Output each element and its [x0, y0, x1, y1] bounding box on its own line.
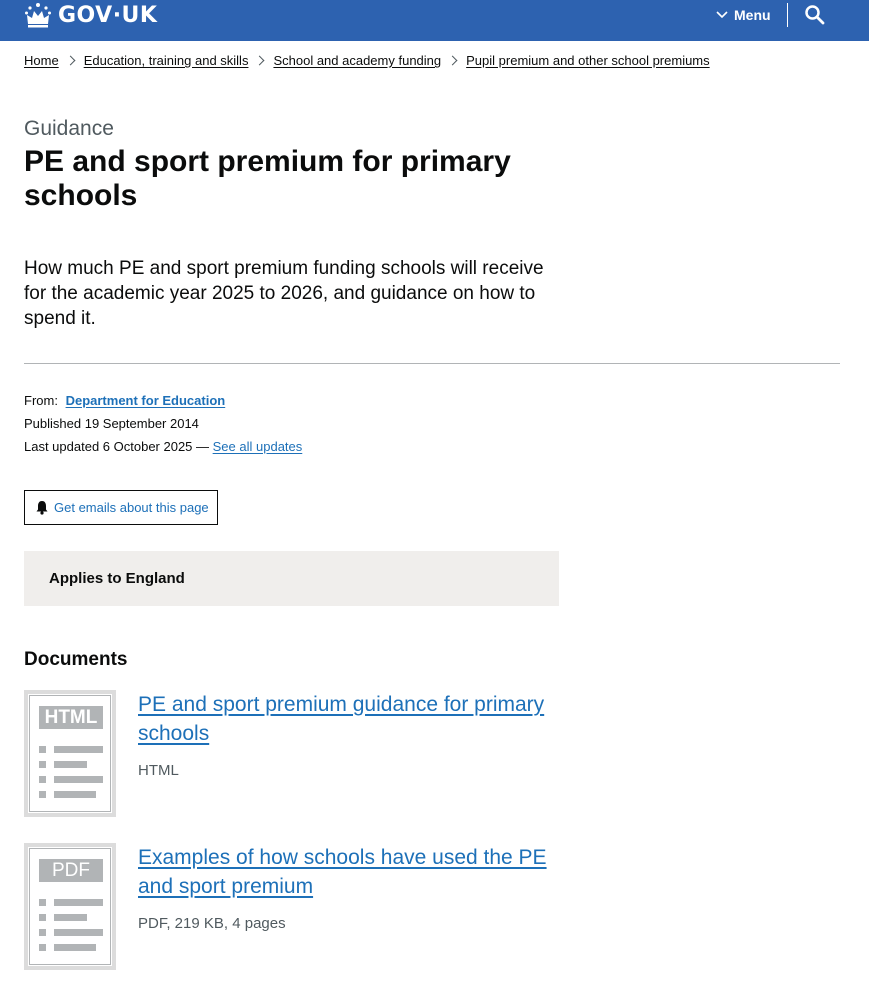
list-bullet [39, 899, 46, 906]
html-badge: HTML [39, 706, 103, 729]
page-caption: Guidance [24, 117, 114, 140]
breadcrumb [24, 53, 710, 68]
list-line [54, 746, 103, 753]
list-line [54, 944, 96, 951]
menu-button-label: Menu [734, 7, 771, 23]
page-title: PE and sport premium for primary schools [24, 145, 511, 212]
applies-to-text: Applies to England [49, 570, 185, 587]
metadata-published: Published 19 September 2014 [24, 416, 199, 431]
from-label: From: [24, 393, 58, 408]
updated-text: Last updated 6 October 2025 — [24, 439, 210, 454]
list-bullet [39, 791, 46, 798]
thumbnail-page [29, 695, 111, 812]
documents-heading: Documents [24, 649, 128, 670]
list-line [54, 761, 87, 768]
metadata-updated [24, 439, 302, 454]
metadata-from [24, 393, 225, 408]
list-bullet [39, 761, 46, 768]
html-document-thumbnail[interactable] [24, 690, 116, 817]
thumbnail-page [29, 848, 111, 965]
breadcrumb-school-funding[interactable]: School and academy funding [273, 53, 442, 68]
get-emails-label: Get emails about this page [54, 500, 209, 515]
page-lead: How much PE and sport premium funding schools will receive for the academic year 2025 to 2026, and guidance on how to spend it. [24, 258, 544, 329]
list-line [54, 776, 103, 783]
pdf-document-thumbnail[interactable] [24, 843, 116, 970]
document-meta-pdf: PDF, 219 KB, 4 pages [138, 915, 286, 932]
chevron-down-icon [716, 11, 728, 19]
list-bullet [39, 776, 46, 783]
chevron-right-icon [448, 56, 458, 66]
from-org-link[interactable]: Department for Education [65, 393, 226, 408]
bell-icon [35, 500, 49, 515]
see-all-updates-link[interactable]: See all updates [212, 439, 303, 454]
list-bullet [39, 929, 46, 936]
pdf-badge: PDF [39, 859, 103, 882]
section-divider [24, 363, 840, 364]
crown-icon [24, 2, 52, 28]
list-line [54, 899, 103, 906]
govuk-logo-text: GOV·UK [58, 2, 158, 28]
get-emails-button[interactable] [24, 490, 218, 525]
list-line [54, 929, 103, 936]
chevron-right-icon [255, 56, 265, 66]
applies-to-box [24, 551, 559, 606]
list-line [54, 791, 96, 798]
breadcrumb-pupil-premium[interactable]: Pupil premium and other school premiums [466, 53, 710, 68]
breadcrumb-education[interactable]: Education, training and skills [83, 53, 249, 68]
list-bullet [39, 746, 46, 753]
list-bullet [39, 944, 46, 951]
document-meta-html: HTML [138, 762, 179, 779]
header-divider [787, 3, 788, 27]
search-icon[interactable] [804, 4, 826, 26]
list-bullet [39, 914, 46, 921]
breadcrumb-home[interactable]: Home [24, 53, 59, 68]
menu-button[interactable] [716, 0, 771, 30]
govuk-logo[interactable] [24, 1, 157, 29]
chevron-right-icon [65, 56, 75, 66]
document-link-html[interactable]: PE and sport premium guidance for primary schools [138, 693, 545, 745]
document-link-pdf[interactable]: Examples of how schools have used the PE and sport premium [138, 846, 547, 898]
site-header [0, 0, 869, 41]
list-line [54, 914, 87, 921]
